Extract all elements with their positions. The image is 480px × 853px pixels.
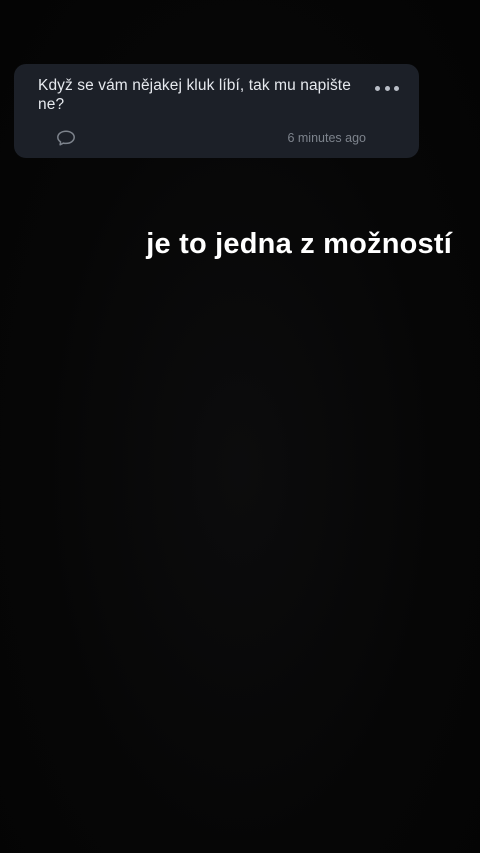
more-dot [394, 86, 399, 91]
more-dot [385, 86, 390, 91]
more-dot [375, 86, 380, 91]
comment-icon[interactable] [56, 129, 76, 147]
question-card [14, 64, 419, 158]
timestamp: 6 minutes ago [287, 131, 366, 145]
question-text: Když se vám nějakej kluk líbí, tak mu napište ne? [38, 77, 351, 113]
comment-bubble-icon [56, 129, 76, 147]
story-caption: je to jedna z možností [146, 228, 452, 260]
more-options-button[interactable] [375, 84, 399, 92]
